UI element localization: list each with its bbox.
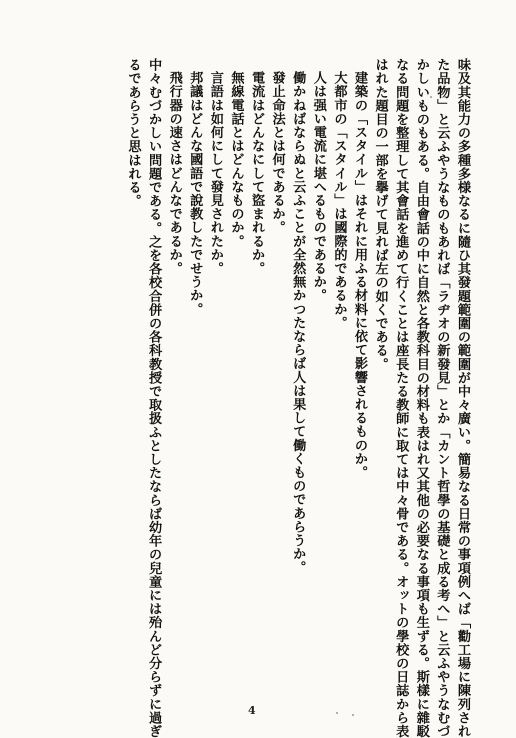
- vertical-text-body: [122, 58, 472, 738]
- paper-speck: [352, 714, 354, 716]
- text-column: 中々むづかしい問題である。之を各校合併の各科教授で取扱ふとしたならば幼年の兒童には殆んど分らずに過ぎ: [146, 58, 162, 738]
- text-column: た品物」と云ふやうなものもあれば「ラヂオの新發見」とか「カント哲學の基礎と成る考へ」と云ふやうなむづ: [434, 58, 450, 738]
- text-column: 邦議はどんな國語で說教したでせうか。: [187, 71, 203, 316]
- text-column: はれた題目の一部を擧げて見れば左の如くである。: [372, 58, 388, 371]
- page-number: 4: [248, 704, 256, 717]
- text-column: 言語は如何にして發見されたか。: [207, 71, 223, 275]
- text-column: 大都市の「スタイル」は國際的であるか。: [331, 71, 347, 330]
- paper-speck: [336, 712, 338, 714]
- text-column: 働かねばならぬと云ふことが全然無かつたならば人は果して働くものであらうか。: [290, 71, 306, 575]
- text-column: 建築の「スタイル」はそれに用ふる材料に依て影響されるものか。: [352, 71, 368, 479]
- text-column: 味及其能力の多種多様なるに隨ひ其發題範圍の範圍が中々廣い。簡易なる日常の事項例へば「勸工場に陳列され: [455, 58, 470, 738]
- text-column: かしいものもある。自由會話の中に自然と各教科目の材料も表はれ又其他の必要なる事項も生ずる。斯樣に雜駁: [413, 58, 429, 738]
- text-column: 電流はどんなにして盜まれるか。: [249, 71, 265, 275]
- text-column: るであらうと思はれる。: [125, 58, 141, 208]
- text-column: 發止命法とは何であるか。: [269, 71, 285, 235]
- text-column: 飛行器の速さはどんなであるか。: [166, 71, 182, 275]
- paper-speck: [430, 96, 432, 98]
- text-column: 無線電話とはどんなものか。: [228, 71, 244, 248]
- text-column: なる問題を整理して其會話を進めて行くことは座長たる教師に取ては中々骨である。オットの學校の日誌から表: [393, 58, 409, 738]
- text-column: 人は强い電流に堪へるものであるか。: [310, 71, 326, 303]
